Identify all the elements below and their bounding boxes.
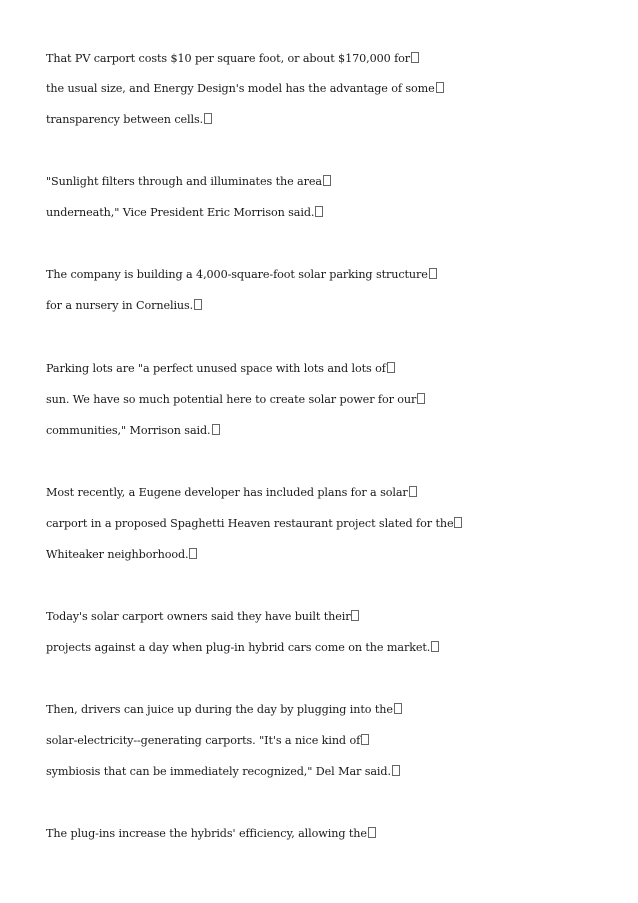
text-line: "Sunlight filters through and illuminates the area: [46, 175, 331, 189]
line-end-glyph-icon: [323, 175, 331, 186]
line-end-glyph-icon: [189, 548, 197, 559]
text-line: projects against a day when plug-in hybrid cars come on the market.: [46, 641, 439, 655]
line-end-glyph-icon: [429, 268, 437, 279]
text-line: That PV carport costs $10 per square foot, or about $170,000 for: [46, 52, 419, 66]
line-end-glyph-icon: [394, 703, 402, 714]
text-line: symbiosis that can be immediately recognized," Del Mar said.: [46, 765, 400, 779]
text-line: carport in a proposed Spaghetti Heaven restaurant project slated for the: [46, 517, 462, 531]
text-line: the usual size, and Energy Design's model has the advantage of some: [46, 82, 444, 96]
text-line: The plug-ins increase the hybrids' efficiency, allowing the: [46, 827, 376, 841]
line-end-glyph-icon: [361, 734, 369, 745]
line-end-glyph-icon: [368, 827, 376, 838]
line-end-glyph-icon: [194, 299, 202, 310]
line-end-glyph-icon: [431, 641, 439, 652]
text-line: sun. We have so much potential here to create solar power for our: [46, 393, 425, 407]
line-end-glyph-icon: [387, 362, 395, 373]
line-end-glyph-icon: [436, 82, 444, 93]
text-line: communities," Morrison said.: [46, 424, 220, 438]
text-line: transparency between cells.: [46, 113, 212, 127]
line-end-glyph-icon: [411, 52, 419, 63]
line-end-glyph-icon: [212, 424, 220, 435]
text-line: Then, drivers can juice up during the day by plugging into the: [46, 703, 402, 717]
line-end-glyph-icon: [392, 765, 400, 776]
text-line: Most recently, a Eugene developer has included plans for a solar: [46, 486, 417, 500]
text-line: Today's solar carport owners said they have built their: [46, 610, 359, 624]
line-end-glyph-icon: [417, 393, 425, 404]
text-line: The company is building a 4,000-square-foot solar parking structure: [46, 268, 437, 282]
line-end-glyph-icon: [315, 206, 323, 217]
line-end-glyph-icon: [351, 610, 359, 621]
text-line: Parking lots are "a perfect unused space with lots and lots of: [46, 362, 395, 376]
line-end-glyph-icon: [454, 517, 462, 528]
line-end-glyph-icon: [204, 113, 212, 124]
text-line: solar-electricity--generating carports. "It's a nice kind of: [46, 734, 369, 748]
line-end-glyph-icon: [409, 486, 417, 497]
text-line: for a nursery in Cornelius.: [46, 299, 202, 313]
text-line: underneath," Vice President Eric Morrison said.: [46, 206, 323, 220]
text-line: Whiteaker neighborhood.: [46, 548, 197, 562]
